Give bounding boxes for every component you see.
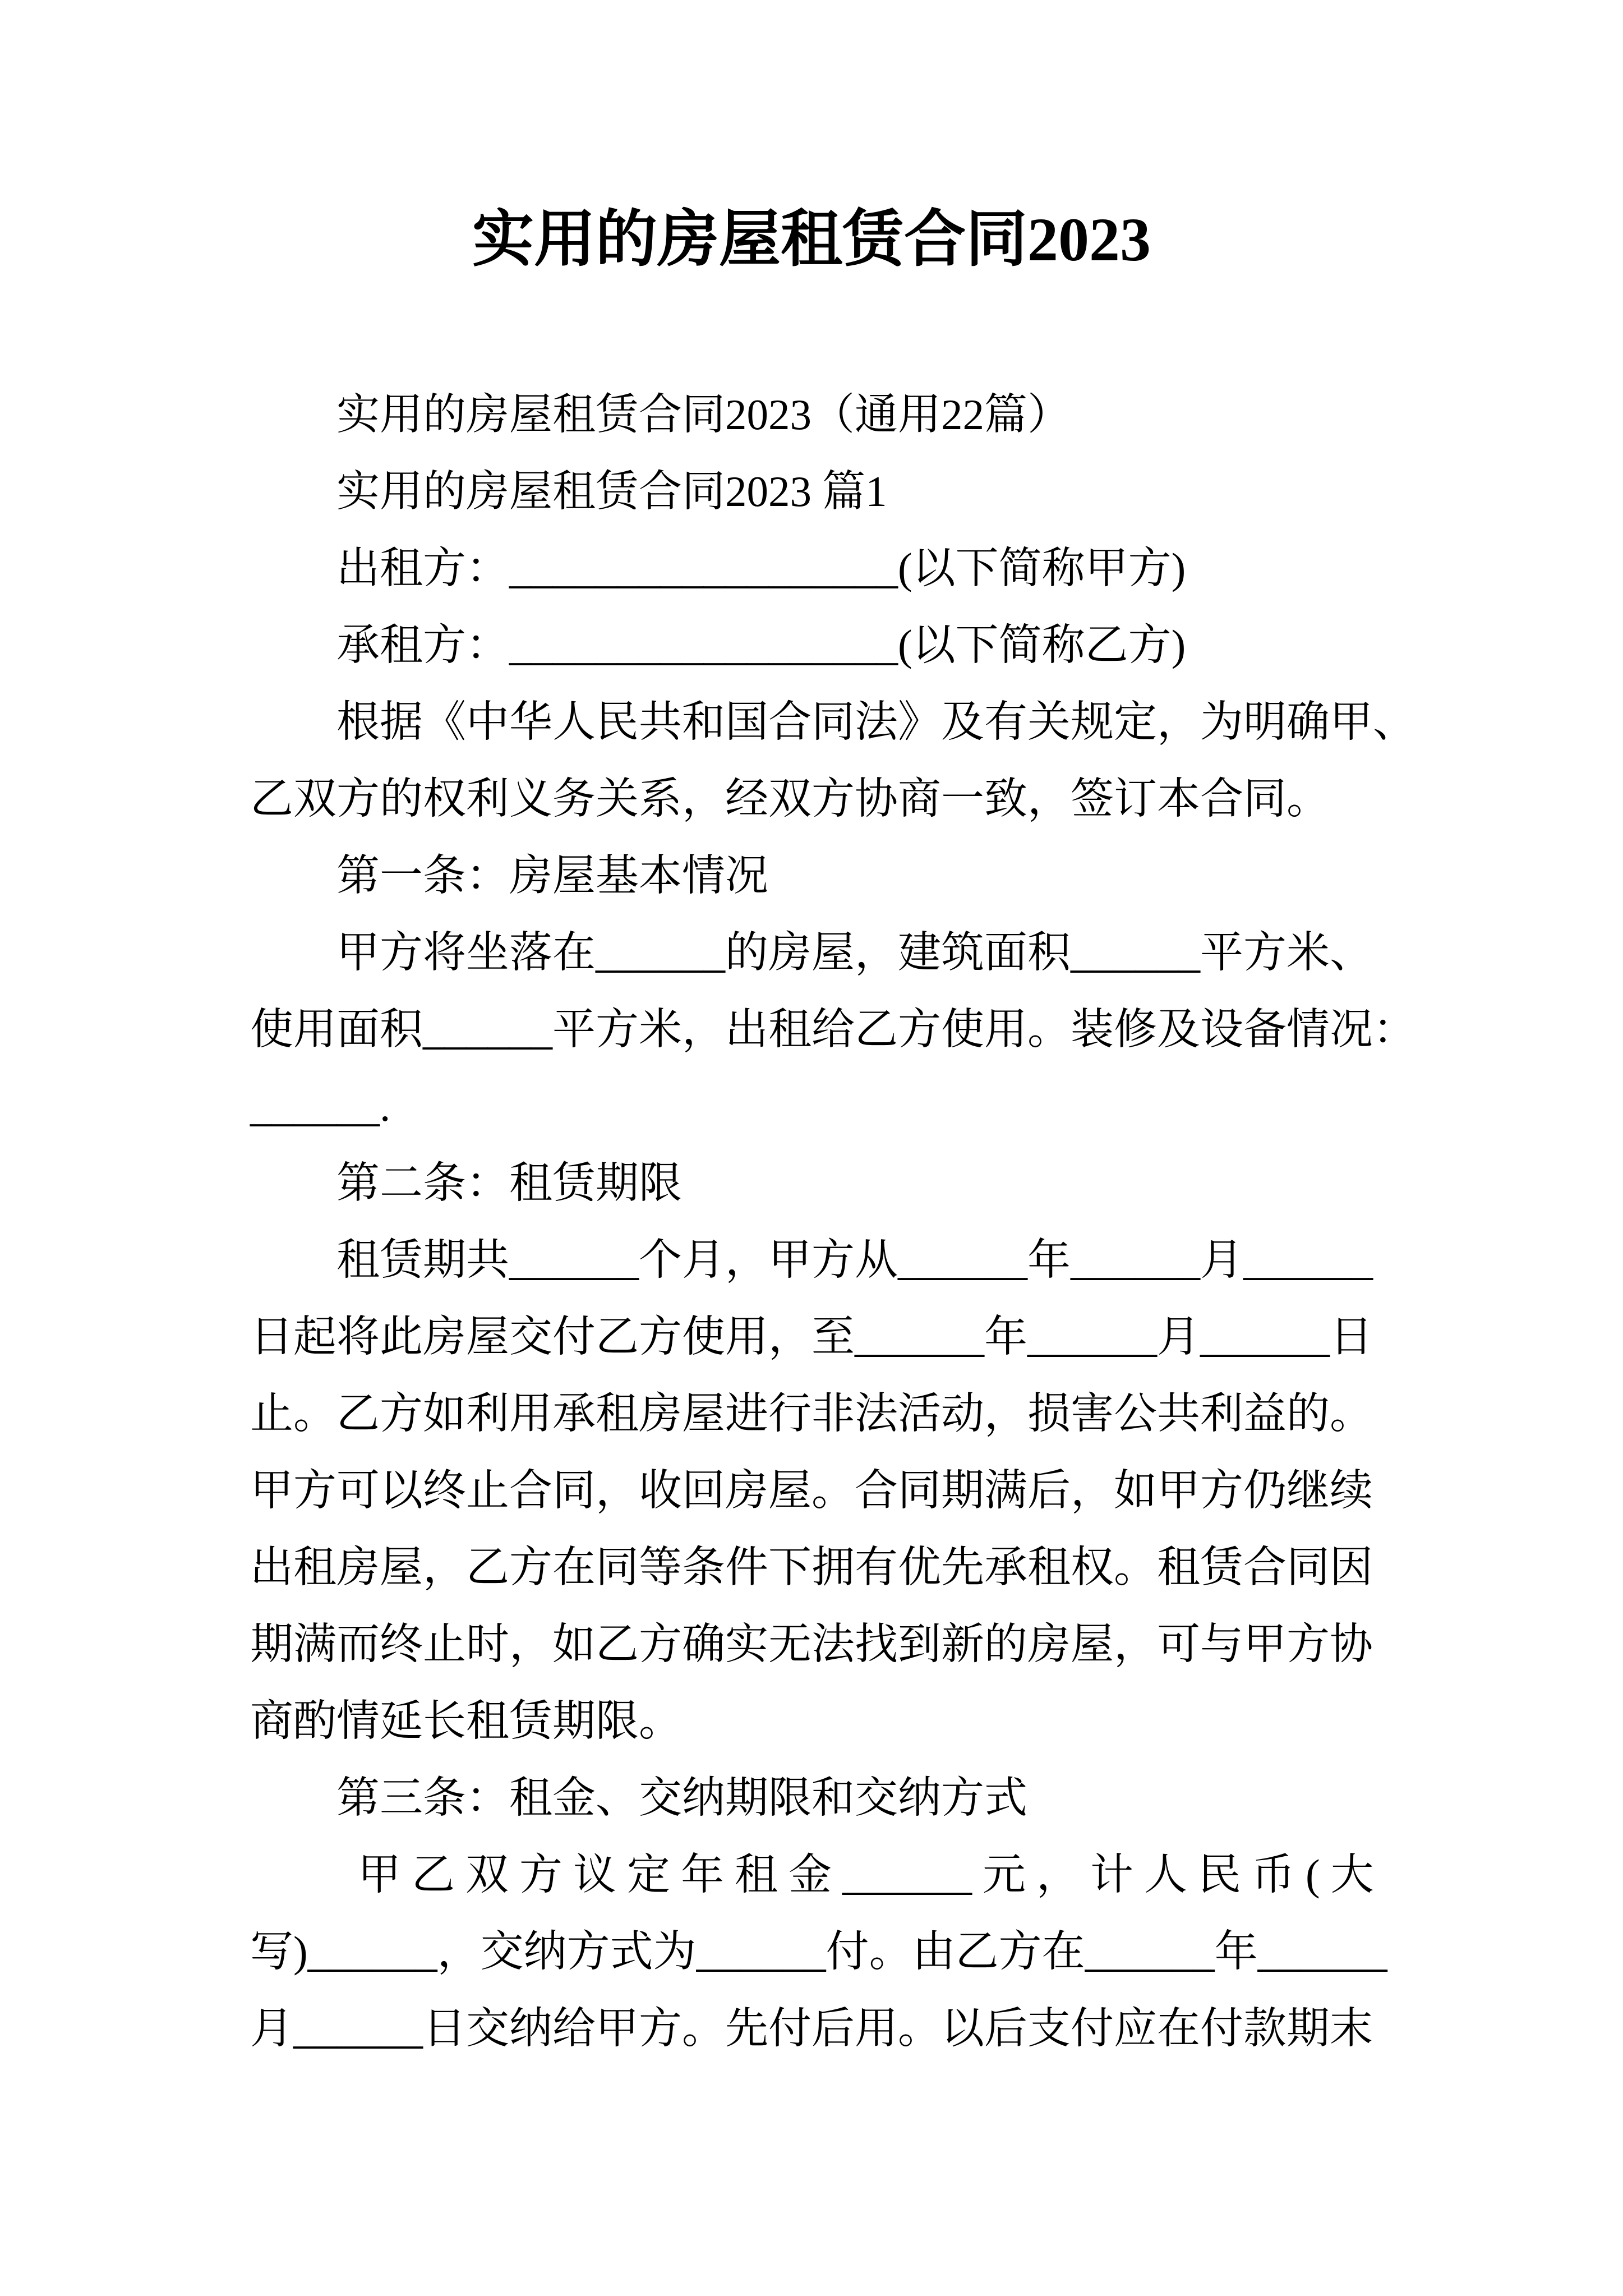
clause-line: 甲方将坐落在______的房屋，建筑面积______平方米、 xyxy=(336,928,1373,977)
lessor-line: 出租方：__________________(以下简称甲方) xyxy=(336,544,1186,592)
clause-line-text: 元，计人民币(大 xyxy=(983,1851,1385,1899)
document-body xyxy=(250,376,1484,2067)
blank-field: ______ xyxy=(842,1851,972,1899)
document-title: 实用的房屋租赁合同2023 xyxy=(472,205,1151,274)
lessee-line: 承租方：__________________(以下简称乙方) xyxy=(336,621,1186,669)
clause-line: 期满而终止时，如乙方确实无法找到新的房屋，可与甲方协 xyxy=(250,1620,1373,1668)
clause-line: 租赁期共______个月，甲方从______年______月______ xyxy=(336,1236,1373,1284)
clause-line-text: 甲乙双方议定年租金 xyxy=(358,1851,842,1899)
clause-line: 出租房屋，乙方在同等条件下拥有优先承租权。租赁合同因 xyxy=(250,1543,1373,1591)
clause-line: 止。乙方如利用承租房屋进行非法活动，损害公共利益的。 xyxy=(250,1389,1373,1438)
clause-line xyxy=(250,1837,1484,1913)
preamble-line: 根据《中华人民共和国合同法》及有关规定，为明确甲、 xyxy=(336,698,1416,746)
clause-line: 商酌情延长租赁期限。 xyxy=(250,1697,682,1745)
clause-heading: 第二条：租赁期限 xyxy=(336,1159,682,1207)
clause-heading: 第一条：房屋基本情况 xyxy=(336,852,768,900)
subtitle-line: 实用的房屋租赁合同2023（通用22篇） xyxy=(336,390,1071,439)
clause-line: ______. xyxy=(250,1082,391,1130)
preamble-line: 乙双方的权利义务关系，经双方协商一致，签订本合同。 xyxy=(250,775,1330,823)
clause-line: 日起将此房屋交付乙方使用，至______年______月______日 xyxy=(250,1313,1373,1361)
clause-line: 月______日交纳给甲方。先付后用。以后支付应在付款期末 xyxy=(250,2004,1373,2053)
clause-line: 写)______，交纳方式为______付。由乙方在______年______ xyxy=(250,1927,1387,1976)
clause-line: 甲方可以终止合同，收回房屋。合同期满后，如甲方仍继续 xyxy=(250,1466,1373,1515)
clause-heading: 第三条：租金、交纳期限和交纳方式 xyxy=(336,1774,1027,1822)
clause-line: 使用面积______平方米，出租给乙方使用。装修及设备情况： xyxy=(250,1005,1416,1053)
article-heading: 实用的房屋租赁合同2023 篇1 xyxy=(336,467,887,516)
